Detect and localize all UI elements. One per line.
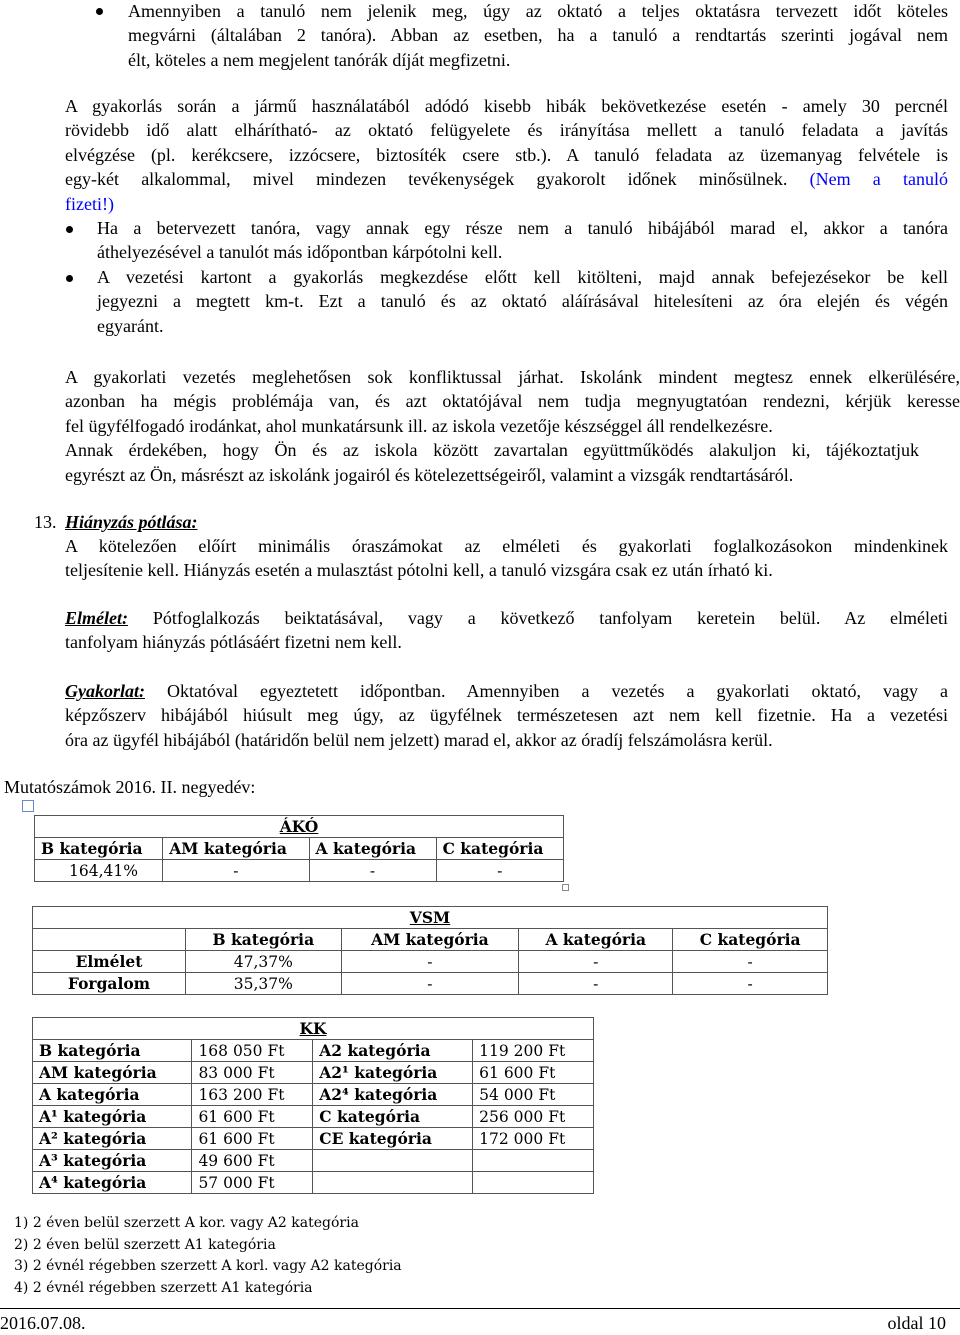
highlight-line: fizeti!) — [65, 193, 114, 214]
footnote: 2) 2 éven belül szerzett A1 kategória — [14, 1236, 276, 1253]
text-line: A vezetési kartont a gyakorlás megkezdése előtt kell kitölteni, majd annak befejezésekor be kell — [97, 267, 948, 287]
table-cell: A kategória — [33, 1084, 192, 1106]
table-cell: - — [673, 951, 828, 973]
table-row — [33, 1172, 594, 1194]
text-line: képzőszerv hibájából hiúsult meg úgy, az ügyfélnek természetesen azt nem kell fizetnie. Ha a vezetési — [65, 705, 948, 726]
table-row — [33, 1106, 594, 1128]
bullet-icon — [66, 275, 73, 282]
table-cell: AM kategória — [33, 1062, 192, 1084]
footnotes — [14, 1213, 402, 1299]
table-row — [33, 1040, 594, 1062]
footnote: 4) 2 évnél régebben szerzett A1 kategória — [14, 1279, 313, 1296]
text-fragment: Pótfoglalkozás beiktatásával, vagy a következő tanfolyam keretein belül. Az elméleti — [152, 608, 949, 628]
practice-paragraph — [65, 94, 948, 216]
table-cell: Forgalom — [33, 973, 186, 995]
table-cell: Elmélet — [33, 951, 186, 973]
table-title: VSM — [33, 907, 828, 929]
table-cell: - — [519, 951, 673, 973]
table-cell: 256 000 Ft — [473, 1106, 594, 1128]
table-cell — [473, 1150, 594, 1172]
text-line: elvégzése (pl. kerékcsere, izzócsere, biztosíték csere stb.). A tanuló feladata az üzemanyag felvétele is — [65, 144, 948, 165]
table-cell — [313, 1172, 473, 1194]
text-line: egyaránt. — [97, 315, 164, 336]
table-row — [33, 1084, 594, 1106]
text-line: A gyakorlati vezetés meglehetősen sok konfliktussal járhat. Iskolánk mindent megtesz ennek elkerülésére, — [65, 367, 960, 387]
table-cell: B kategória — [33, 1040, 192, 1062]
table-row — [33, 1062, 594, 1084]
text-line: megvárni (általában 2 tanóra). Abban az esetben, ha a tanuló a rendtartás szerinti jogával nem — [128, 25, 948, 46]
highlight-text: (Nem a tanuló — [809, 169, 948, 190]
table-cell: 47,37% — [186, 951, 342, 973]
table-header-row — [33, 929, 828, 951]
table-cell: - — [673, 973, 828, 995]
text-line: A kötelezően előírt minimális óraszámokat az elméleti és gyakorlati foglalkozásokon mindenkinek — [65, 536, 948, 556]
table-header-row — [35, 838, 564, 860]
table-cell: - — [519, 973, 673, 995]
text-line: fel ügyfélfogadó irodánkat, ahol munkatársunk ill. az iskola vezetője készséggel áll rendelkezésre. — [65, 415, 773, 436]
intro-bullet-text — [128, 0, 948, 72]
table-cell: 35,37% — [186, 973, 342, 995]
text-line — [65, 679, 948, 703]
table-cell: AM kategória — [341, 929, 519, 951]
table-cell: B kategória — [35, 838, 163, 860]
bullet-icon — [66, 226, 73, 233]
table-row — [33, 1128, 594, 1150]
text-line: A gyakorlás során a jármű használatából adódó kisebb hibák bekövetkezése esetén - amely 30 percnél — [65, 96, 948, 116]
table-cell: C kategória — [436, 838, 563, 860]
section-title: Hiányzás pótlása: — [65, 512, 198, 532]
table-cell: A kategória — [309, 838, 436, 860]
footer-page-number: oldal 10 — [887, 1313, 946, 1333]
text-line: azonban ha mégis problémája van, és azt oktatójával nem tudja megnyugtatóan rendezni, kérjük keresse — [65, 391, 960, 412]
text-line: áthelyezésével a tanulót más időpontban kárpótolni kell. — [97, 242, 503, 263]
footer-divider — [0, 1308, 960, 1309]
practice-label: Gyakorlat: — [65, 681, 145, 701]
table-cell: A2⁴ kategória — [313, 1084, 473, 1106]
text-line — [65, 606, 948, 630]
table-cell: 57 000 Ft — [192, 1172, 313, 1194]
table-cell: A⁴ kategória — [33, 1172, 192, 1194]
bullet-text — [97, 265, 948, 338]
table-cell: - — [436, 860, 563, 882]
text-line: tanfolyam hiányzás pótlásáért fizetni nem kell. — [65, 632, 402, 653]
text-line: Ha a betervezett tanóra, vagy annak egy része nem a tanuló hibájából marad el, akkor a tanóra — [97, 218, 948, 238]
table-cell: 49 600 Ft — [192, 1150, 313, 1172]
footnote: 1) 2 éven belül szerzett A kor. vagy A2 kategória — [14, 1215, 359, 1231]
text-line: egyrészt az Ön, másrészt az iskolánk jogairól és kötelezettségeiről, valamint a vizsgák rendtartásáról. — [65, 464, 794, 485]
table-cell — [473, 1172, 594, 1194]
bullet-icon — [96, 8, 103, 15]
text-line: jegyezni a megtett km-t. Ezt a tanuló és az oktató aláírásával hitelesíteni az óra elején és végén — [97, 291, 948, 312]
vsm-table — [32, 906, 828, 995]
table-cell: 163 200 Ft — [192, 1084, 313, 1106]
section-body — [65, 534, 948, 583]
footer-date: 2016.07.08. — [0, 1313, 86, 1333]
table-cell: 83 000 Ft — [192, 1062, 313, 1084]
table-cell: 164,41% — [35, 860, 163, 882]
text-line: élt, köteles a nem megjelent tanórák díját megfizetni. — [128, 49, 511, 70]
table-cell: 61 600 Ft — [192, 1128, 313, 1150]
section-heading — [34, 510, 198, 534]
text-fragment: Oktatóval egyeztetett időpontban. Amennyiben a vezetés a gyakorlati oktató, vagy a — [167, 681, 949, 701]
table-cell: A kategória — [519, 929, 673, 951]
table-title: KK — [33, 1018, 594, 1040]
table-cell: 168 050 Ft — [192, 1040, 313, 1062]
theory-paragraph — [65, 606, 948, 655]
table-cell: A2 kategória — [313, 1040, 473, 1062]
section-number: 13. — [34, 512, 57, 532]
table-row — [35, 860, 564, 882]
kk-table — [32, 1017, 594, 1194]
text-line: rövidebb idő alatt elhárítható- az oktató felügyelete és irányítása mellett a tanuló feladata a javítás — [65, 120, 948, 141]
table-cell: - — [309, 860, 436, 882]
text-line: Amennyiben a tanuló nem jelenik meg, úgy az oktató a teljes oktatásra tervezett időt köteles — [128, 1, 948, 21]
table-cell: C kategória — [313, 1106, 473, 1128]
bullet-text — [97, 216, 948, 265]
table-cell: 172 000 Ft — [473, 1128, 594, 1150]
table-cell: - — [341, 973, 519, 995]
table-cell: C kategória — [673, 929, 828, 951]
table-cell: 119 200 Ft — [473, 1040, 594, 1062]
resize-handle-icon — [562, 884, 569, 891]
table-cell: B kategória — [186, 929, 342, 951]
table-cell — [313, 1150, 473, 1172]
table-cell: 54 000 Ft — [473, 1084, 594, 1106]
table-cell: A2¹ kategória — [313, 1062, 473, 1084]
table-title: ÁKÓ — [35, 816, 564, 838]
footnote: 3) 2 évnél régebben szerzett A korl. vagy A2 kategória — [14, 1258, 402, 1274]
text-line: óra az ügyfél hibájából (határidőn belül nem jelzett) marad el, akkor az óradíj felszámolásra kerül. — [65, 729, 773, 750]
table-cell: A² kategória — [33, 1128, 192, 1150]
table-cell — [33, 929, 186, 951]
table-cell: - — [163, 860, 309, 882]
theory-label: Elmélet: — [65, 608, 128, 628]
conflict-paragraph — [65, 365, 960, 487]
table-cell: - — [341, 951, 519, 973]
text-line: teljesítenie kell. Hiányzás esetén a mulasztást pótolni kell, a tanuló vizsgára csak ez után írható ki. — [65, 560, 773, 581]
table-cell: CE kategória — [313, 1128, 473, 1150]
ako-table — [34, 815, 564, 882]
table-cell: 61 600 Ft — [473, 1062, 594, 1084]
table-row — [33, 973, 828, 995]
text-fragment: egy-két alkalommal, mivel mindezen tevékenységek gyakorolt időnek minősülnek. — [65, 169, 788, 190]
table-row — [33, 951, 828, 973]
text-line: Annak érdekében, hogy Ön és az iskola között zavartalan együttműködés alakuljon ki, tájékoztatjuk — [65, 440, 919, 461]
table-cell: A¹ kategória — [33, 1106, 192, 1128]
practice-section — [65, 679, 948, 752]
table-cell: AM kategória — [163, 838, 309, 860]
table-cell: A³ kategória — [33, 1150, 192, 1172]
table-row — [33, 1150, 594, 1172]
indicators-heading: Mutatószámok 2016. II. negyedév: — [4, 777, 256, 797]
text-line — [65, 167, 948, 191]
table-cell: 61 600 Ft — [192, 1106, 313, 1128]
object-anchor-icon — [22, 800, 34, 812]
